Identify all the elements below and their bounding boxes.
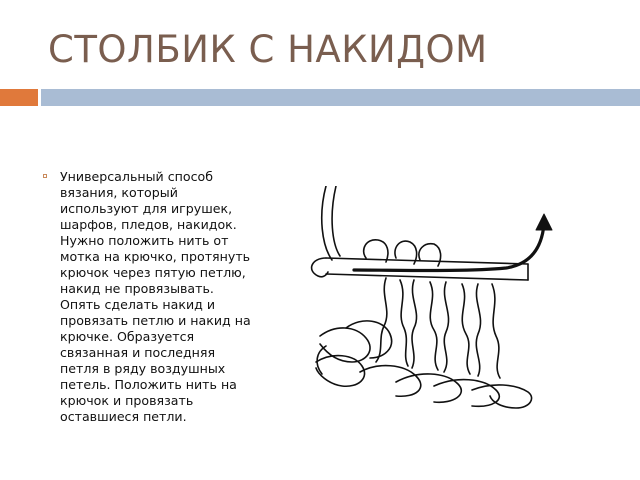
bullet-text <box>60 169 280 425</box>
title-accent-bar-orange <box>0 89 38 106</box>
body-line: Нужно положить нить от <box>60 233 229 248</box>
body-line: петля в ряду воздушных <box>60 361 226 376</box>
body-line: крючке. Образуется <box>60 329 195 344</box>
body-line: крючок через пятую петлю, <box>60 265 246 280</box>
title-accent-bar-blue <box>41 89 640 106</box>
body-line: Опять сделать накид и <box>60 297 216 312</box>
body-line: крючок и провязать <box>60 393 194 408</box>
body-line: оставшиеся петли. <box>60 409 187 424</box>
body-line: вязания, который <box>60 185 178 200</box>
body-line: связанная и последняя <box>60 345 216 360</box>
body-line: провязать петлю и накид на <box>60 313 251 328</box>
slide-title: СТОЛБИК С НАКИДОМ <box>48 28 488 71</box>
crochet-double-stitch-diagram-icon <box>296 186 560 416</box>
body-line: мотка на крючко, протянуть <box>60 249 251 264</box>
body-line: накид не провязывать. <box>60 281 214 296</box>
body-line: используют для игрушек, <box>60 201 233 216</box>
bullet-square-icon <box>43 174 47 178</box>
body-line: Универсальный способ <box>60 169 213 184</box>
body-line: шарфов, пледов, накидок. <box>60 217 237 232</box>
body-line: петель. Положить нить на <box>60 377 237 392</box>
